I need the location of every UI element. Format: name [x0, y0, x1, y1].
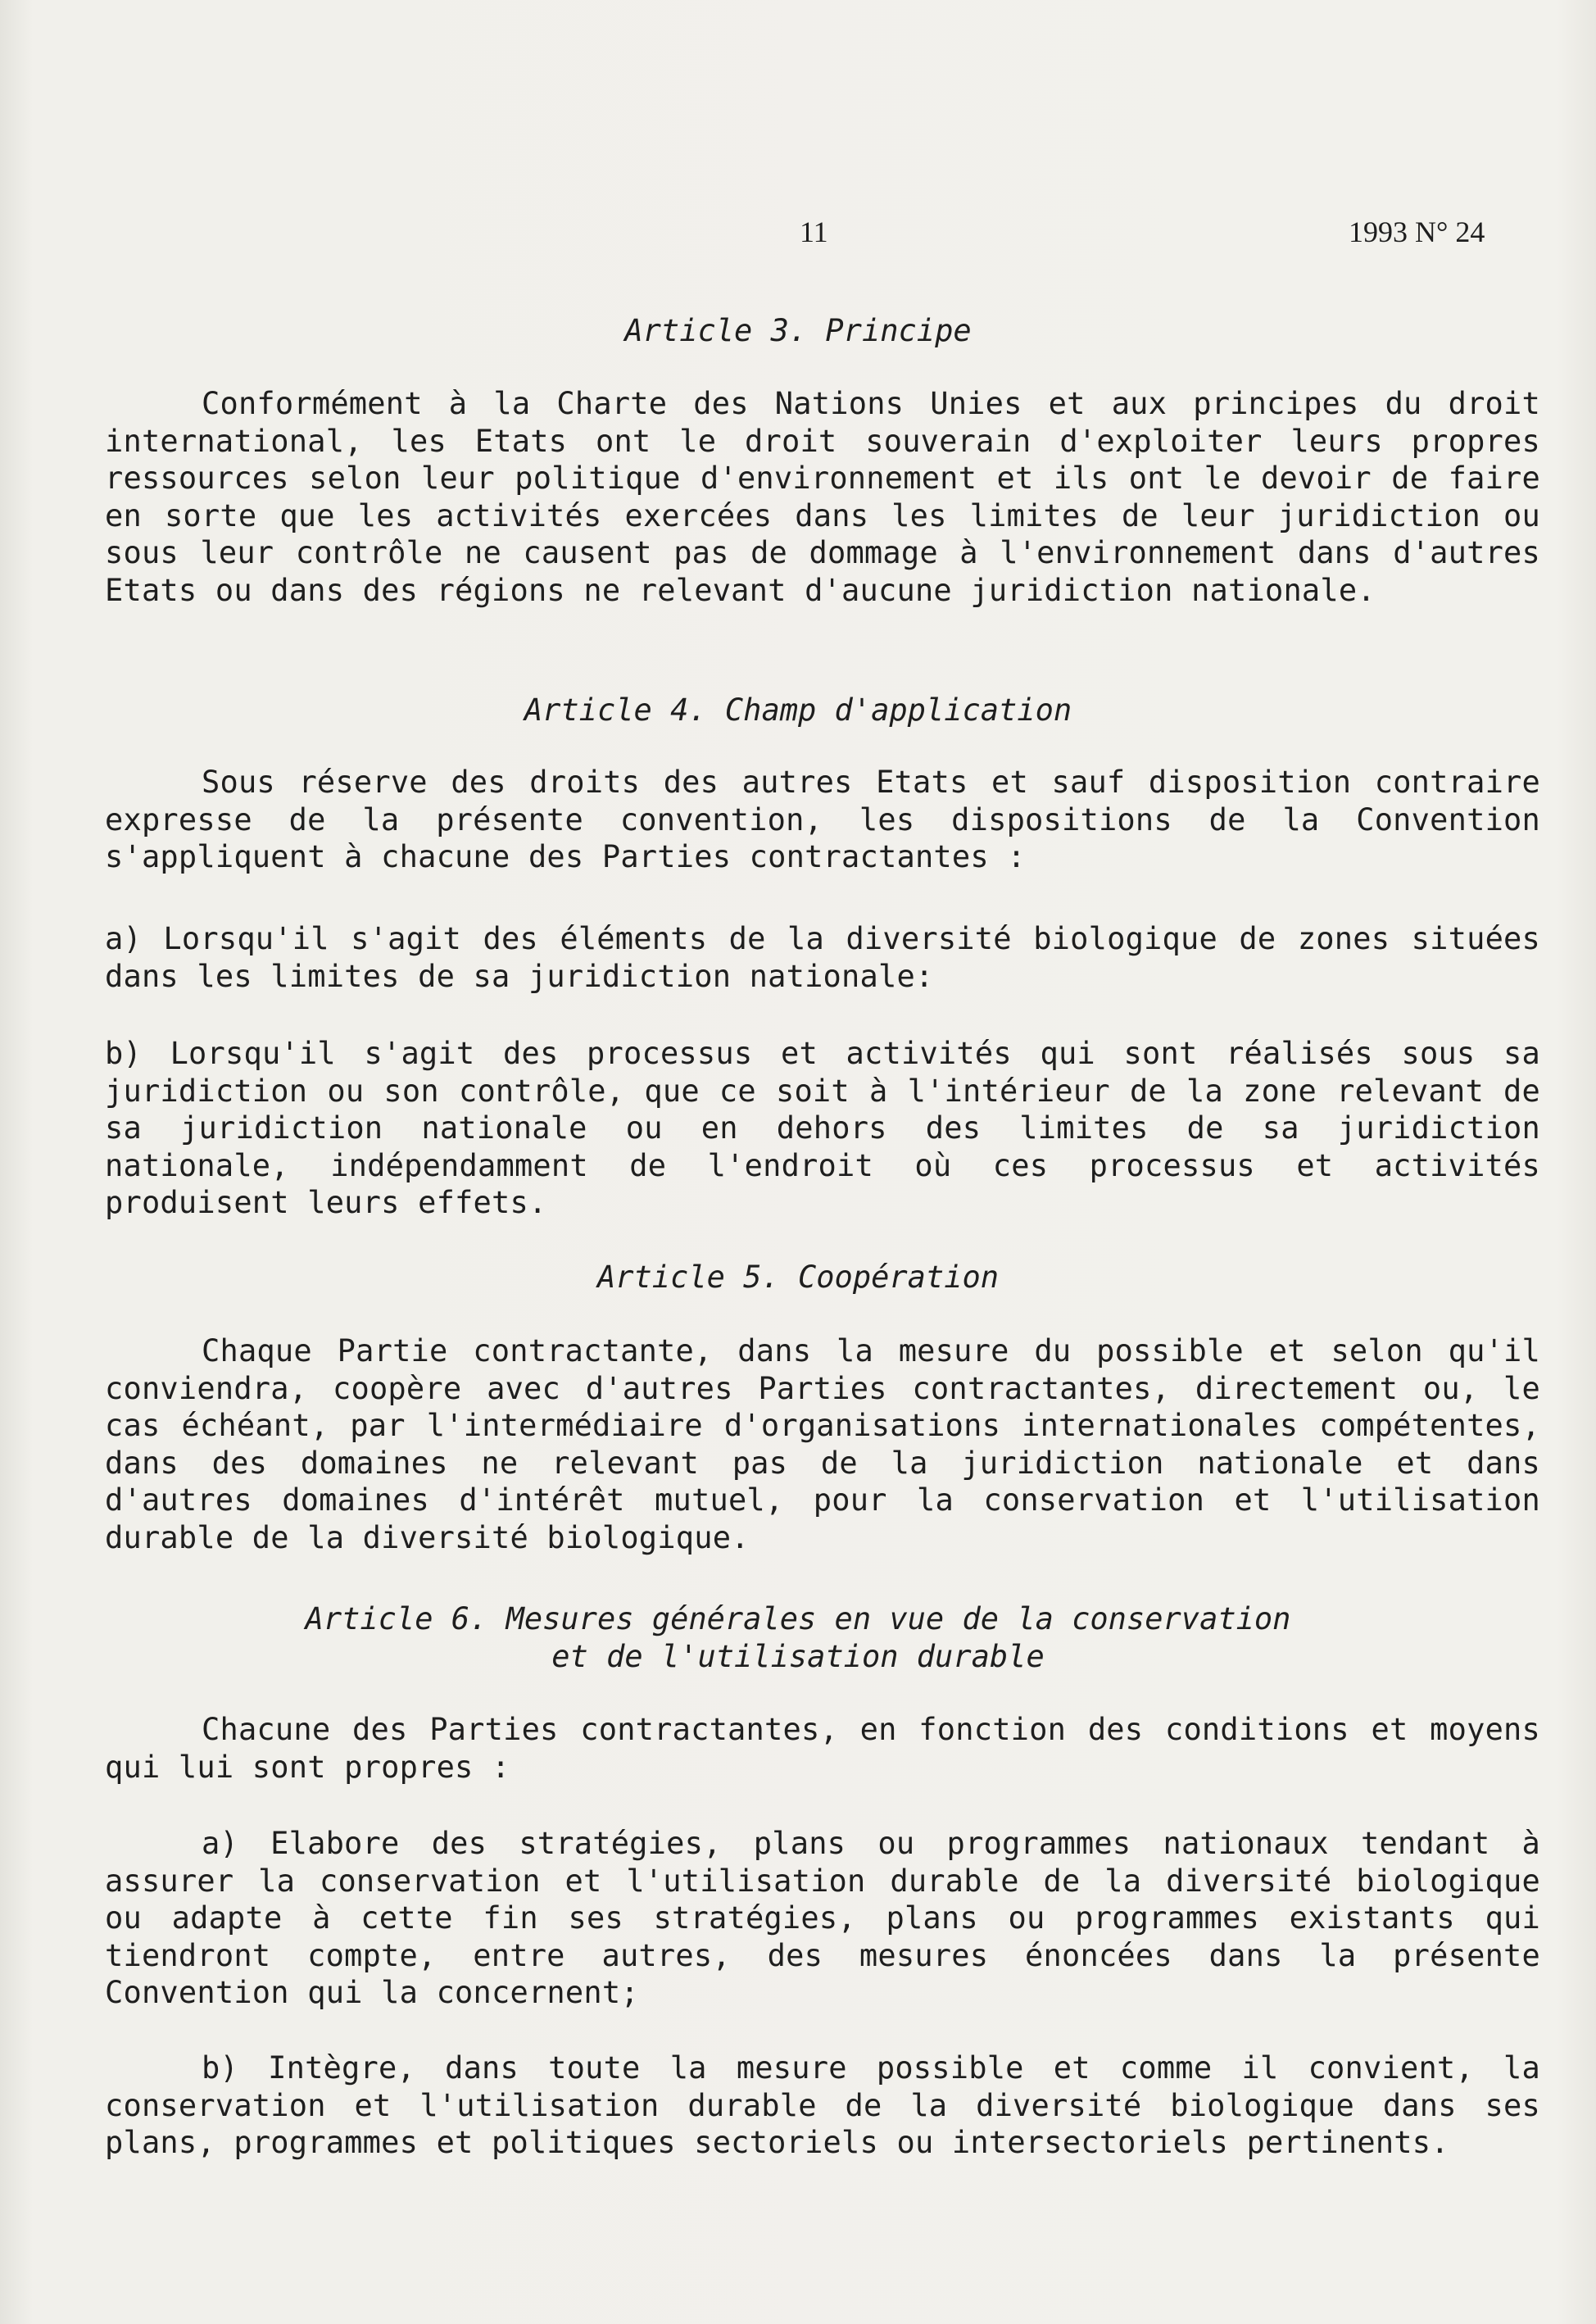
- article-3-paragraph: Conformément à la Charte des Nations Unies et aux principes du droit international, les Etats ont le droit souverain d'exploiter leurs propres ressources selon leur politique d'environnement et ils ont le devoir de faire en sorte que les activités exercées dans les limites de leur juridiction ou sous leur contrôle ne causent pas de dommage à l'environnement dans d'autres Etats ou dans des régions ne relevant d'aucune juridiction nationale.: [105, 386, 1540, 608]
- article-6-item-a: a) Elabore des stratégies, plans ou programmes nationaux tendant à assurer la conservation et l'utilisation durable de la diversité biologique ou adapte à cette fin ses stratégies, plans ou programmes existants qui tiendront compte, entre autres, des mesures énoncées dans la présente Convention qui la concernent;: [105, 1826, 1540, 2010]
- article-4-heading: Article 4. Champ d'application: [524, 692, 1072, 728]
- document-reference: 1993 N° 24: [1349, 216, 1485, 248]
- article-5-heading: Article 5. Coopération: [596, 1260, 1000, 1295]
- article-4-item-a: a) Lorsqu'il s'agit des éléments de la diversité biologique de zones situées dans les limites de sa juridiction nationale:: [105, 921, 1540, 994]
- article-6-intro: Chacune des Parties contractantes, en fonction des conditions et moyens qui lui sont propres :: [105, 1712, 1540, 1785]
- article-5-paragraph: Chaque Partie contractante, dans la mesure du possible et selon qu'il conviendra, coopère avec d'autres Parties contractantes, directement ou, le cas échéant, par l'intermédiaire d'organisations internationales compétentes, dans des domaines ne relevant pas de la juridiction nationale et dans d'autres domaines d'intérêt mutuel, pour la conservation et l'utilisation durable de la diversité biologique.: [105, 1333, 1540, 1555]
- article-6-heading-line1: Article 6. Mesures générales en vue de la conservation: [305, 1601, 1291, 1636]
- article-3-heading: Article 3. Principe: [624, 313, 972, 348]
- article-6-heading-line2: et de l'utilisation durable: [551, 1639, 1045, 1674]
- article-4-intro: Sous réserve des droits des autres Etats et sauf disposition contraire expresse de la présente convention, les dispositions de la Convention s'appliquent à chacune des Parties contractantes :: [105, 765, 1540, 874]
- page-number: 11: [800, 216, 828, 248]
- article-4-item-b: b) Lorsqu'il s'agit des processus et activités qui sont réalisés sous sa juridiction ou son contrôle, que ce soit à l'intérieur de la zone relevant de sa juridiction nationale ou en dehors des limites de sa juridiction nationale, indépendamment de l'endroit où ces processus et activités produisent leurs effets.: [105, 1036, 1540, 1220]
- article-6-item-b: b) Intègre, dans toute la mesure possible et comme il convient, la conservation et l'utilisation durable de la diversité biologique dans ses plans, programmes et politiques sectoriels ou intersectoriels pertinents.: [105, 2050, 1540, 2160]
